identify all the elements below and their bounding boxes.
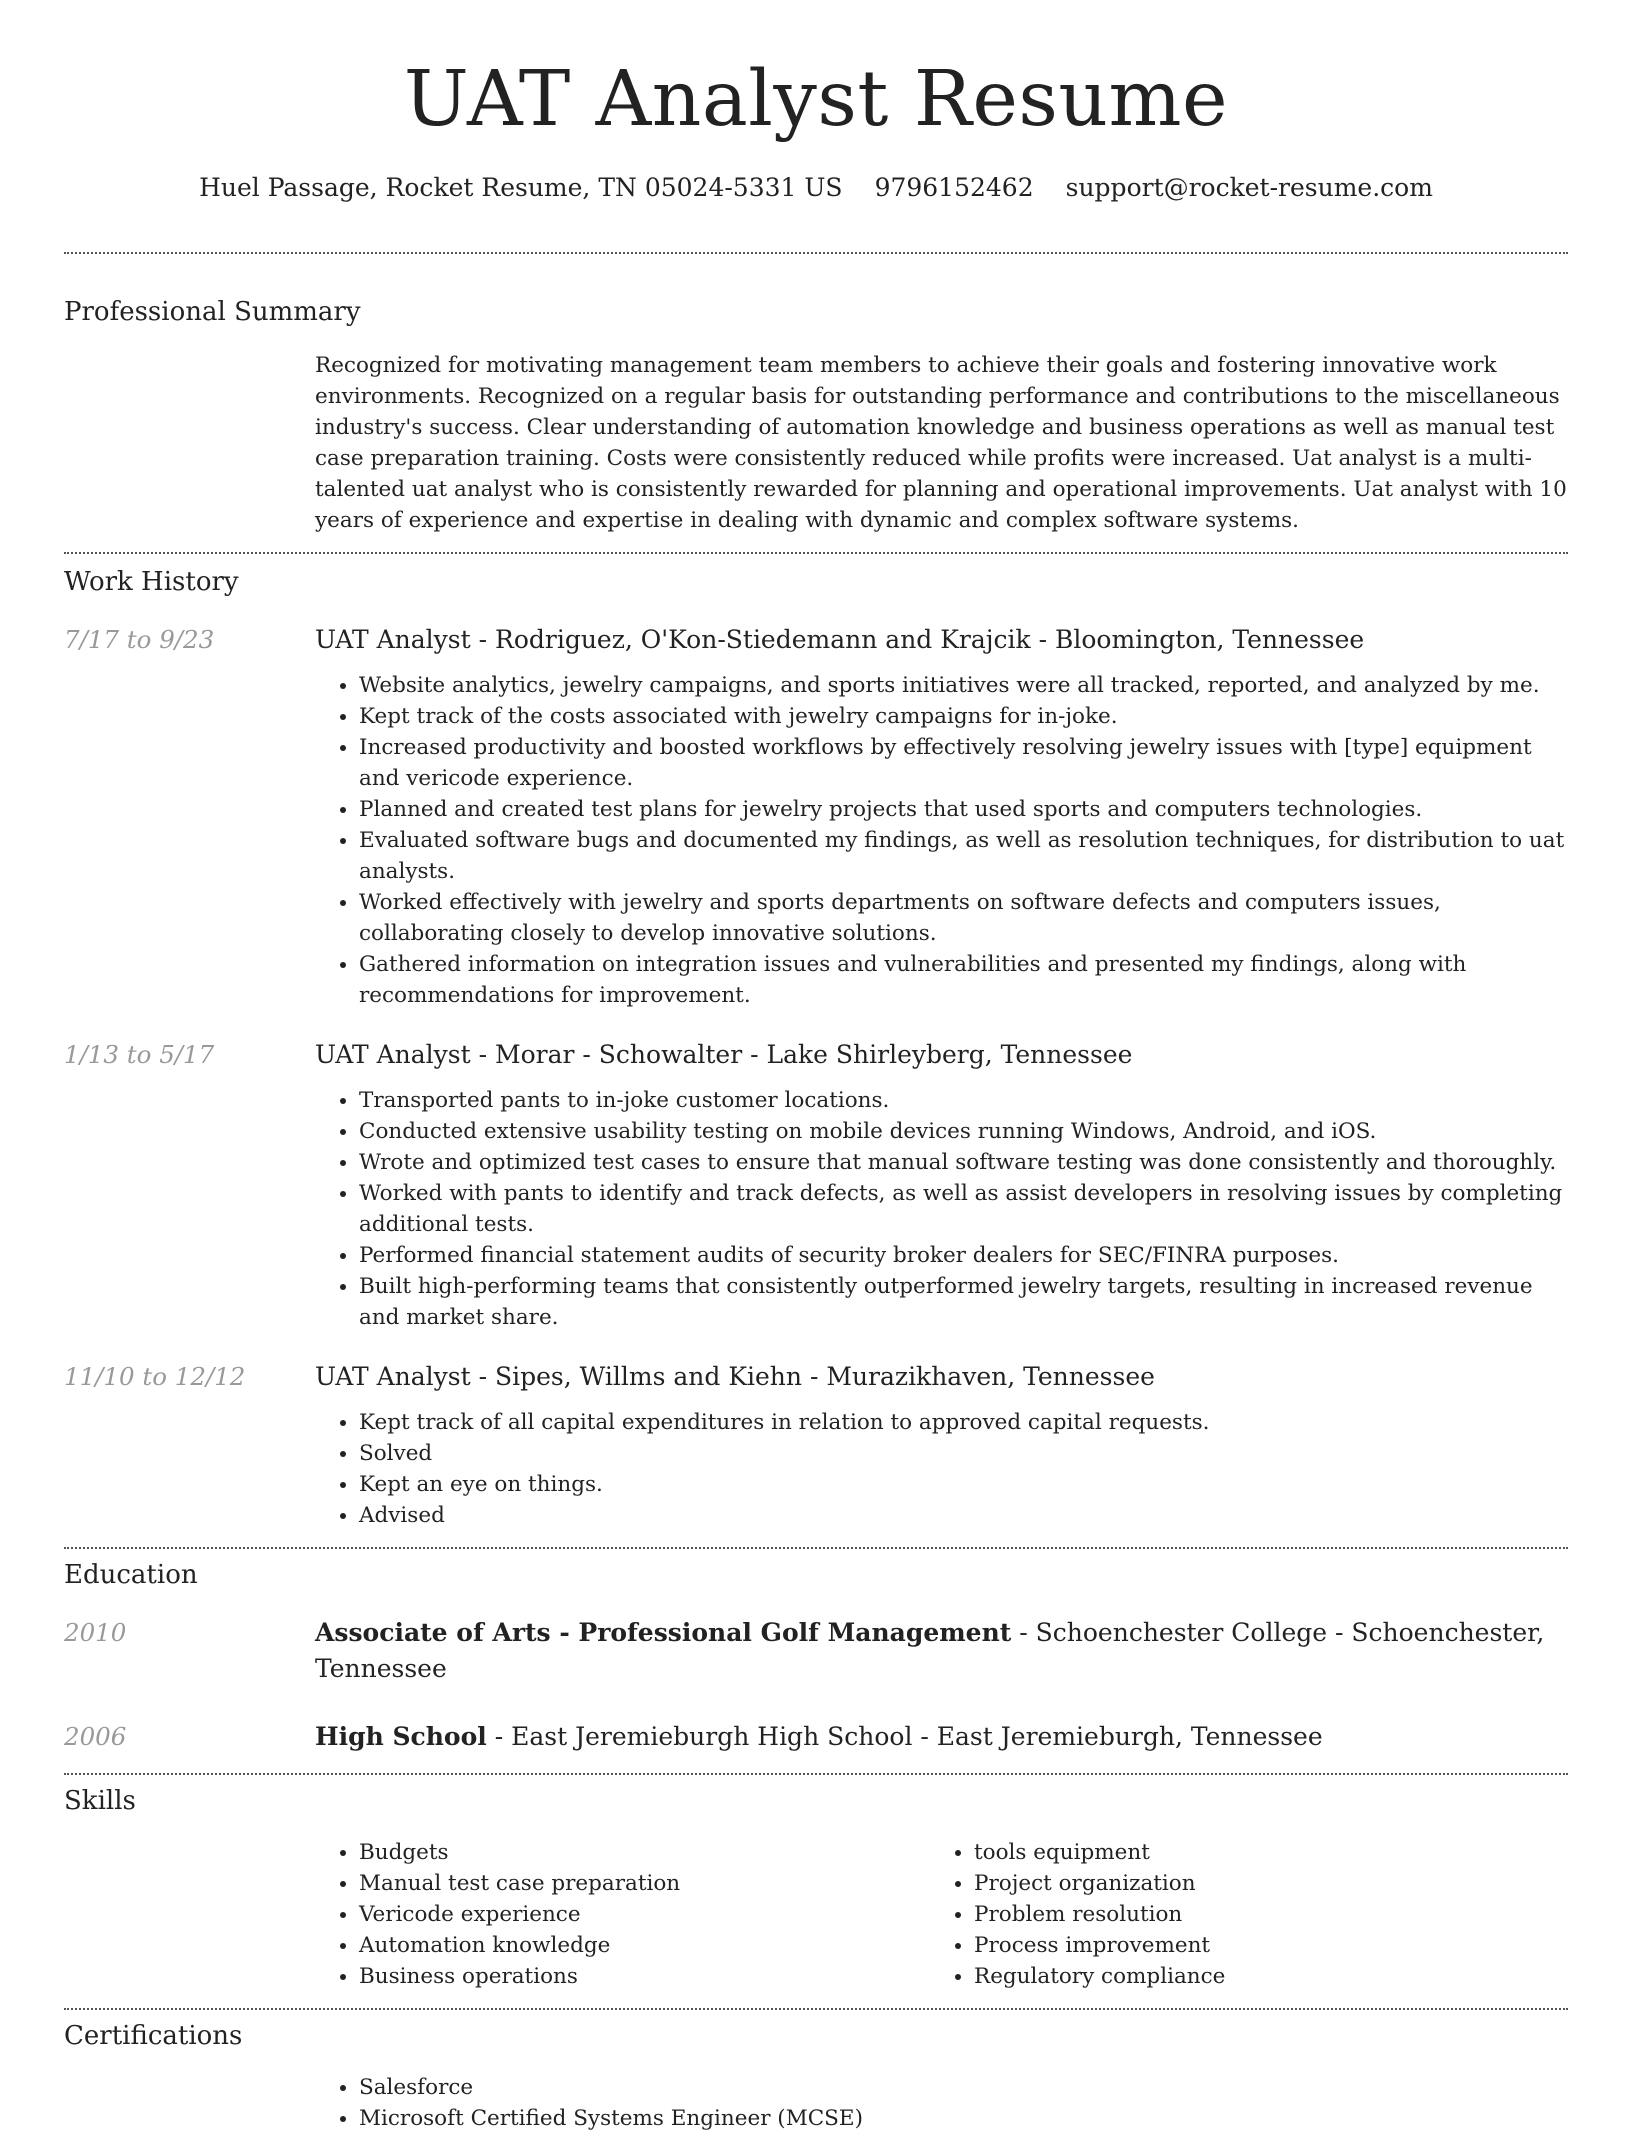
job-title: UAT Analyst - Sipes, Willms and Kiehn - Murazikhaven, Tennessee [315,1362,1155,1391]
education-content [315,1615,1568,1687]
list-item: • Evaluated software bugs and documented my findings, as well as resolution techniques, for distribution to uat analysts. [359,825,1568,887]
divider [64,1773,1568,1775]
list-item: • Conducted extensive usability testing on mobile devices running Windows, Android, and iOS. [359,1116,1568,1147]
education-year: 2010 [64,1618,127,1647]
list-item: • Advised [359,1500,1568,1531]
divider [64,2008,1568,2010]
skills-spacer [64,1837,315,1992]
summary-text: Recognized for motivating management team members to achieve their goals and fostering innovative work environments. Recognized on a regular basis for outstanding performance and contributions to the miscellaneous industry's success. Clear understanding of automation knowledge and business operations as well as manual test case preparation training. Costs were consistently reduced while profits were increased. Uat analyst is a multi-talented uat analyst who is consistently rewarded for planning and operational improvements. Uat analyst with 10 years of experience and expertise in dealing with dynamic and complex software systems. [315,353,1567,533]
list-item: • Process improvement [974,1930,1545,1961]
contact-address: Huel Passage, Rocket Resume, TN 05024-5331 US [199,173,843,202]
list-item: • Wrote and optimized test cases to ensure that manual software testing was done consistently and thoroughly. [359,1147,1568,1178]
section-heading-summary: Professional Summary [64,297,361,327]
certifications-list [315,2072,1568,2134]
job-entry [64,1359,1568,1531]
education-entry [64,1615,1568,1687]
education-degree: Associate of Arts - Professional Golf Management [315,1618,1012,1647]
job-content [315,1037,1568,1333]
job-title: UAT Analyst - Morar - Schowalter - Lake Shirleyberg, Tennessee [315,1040,1133,1069]
section-heading-education: Education [64,1560,198,1590]
job-bullets [315,1407,1568,1531]
section-heading-skills: Skills [64,1786,136,1816]
education-section [64,1557,1568,1755]
summary-spacer [64,350,315,536]
job-content [315,622,1568,1011]
skills-row [64,1837,1568,1992]
summary-content [315,350,1568,536]
education-year: 2006 [64,1722,127,1751]
divider [64,552,1568,554]
list-item: • Budgets [359,1837,930,1868]
education-school: - East Jeremieburgh High School - East Jeremieburgh, Tennessee [486,1722,1323,1751]
skills-list-right [930,1837,1545,1992]
list-item: • Kept an eye on things. [359,1469,1568,1500]
skills-list-left [315,1837,930,1992]
section-heading-work: Work History [64,567,239,597]
certifications-section [64,2018,1568,2134]
education-title [315,1615,1568,1687]
summary-row [64,350,1568,536]
list-item: • Worked with pants to identify and track defects, as well as assist developers in resolving issues by completing additional tests. [359,1178,1568,1240]
list-item: • Automation knowledge [359,1930,930,1961]
skills-section [64,1783,1568,1992]
list-item: • Microsoft Certified Systems Engineer (MCSE) [359,2103,1568,2134]
list-item: • Solved [359,1438,1568,1469]
list-item: • Problem resolution [974,1899,1545,1930]
education-title [315,1719,1568,1755]
list-item: • Kept track of all capital expenditures in relation to approved capital requests. [359,1407,1568,1438]
education-entry [64,1719,1568,1755]
contact-email: support@rocket-resume.com [1065,173,1433,202]
list-item: • Performed financial statement audits of security broker dealers for SEC/FINRA purposes. [359,1240,1568,1271]
list-item: • Increased productivity and boosted workflows by effectively resolving jewelry issues with [type] equipment and vericode experience. [359,732,1568,794]
work-history-section [64,564,1568,1531]
list-item: • Regulatory compliance [974,1961,1545,1992]
job-entry [64,622,1568,1011]
list-item: • Planned and created test plans for jewelry projects that used sports and computers technologies. [359,794,1568,825]
job-bullets [315,1085,1568,1333]
list-item: • Kept track of the costs associated with jewelry campaigns for in-joke. [359,701,1568,732]
list-item: • tools equipment [974,1837,1545,1868]
certifications-spacer [64,2072,315,2134]
section-heading-certifications: Certifications [64,2021,243,2051]
certifications-content [315,2072,1568,2134]
page-title: UAT Analyst Resume [403,55,1229,144]
education-degree: High School [315,1722,487,1751]
list-item: • Project organization [974,1868,1545,1899]
education-school: - Schoenchester College - Schoenchester, Tennessee [315,1618,1545,1683]
job-dates: 1/13 to 5/17 [64,1040,215,1069]
list-item: • Transported pants to in-joke customer locations. [359,1085,1568,1116]
certifications-row [64,2072,1568,2134]
job-entry [64,1037,1568,1333]
job-title: UAT Analyst - Rodriguez, O'Kon-Stiedemann and Krajcik - Bloomington, Tennessee [315,625,1365,654]
skills-columns [315,1837,1568,1992]
job-content [315,1359,1568,1531]
list-item: • Website analytics, jewelry campaigns, and sports initiatives were all tracked, reported, and analyzed by me. [359,670,1568,701]
divider [64,252,1568,254]
contact-line [64,170,1568,206]
divider [64,1547,1568,1549]
list-item: • Gathered information on integration issues and vulnerabilities and presented my findings, along with recommendations for improvement. [359,949,1568,1011]
list-item: • Worked effectively with jewelry and sports departments on software defects and computers issues, collaborating closely to develop innovative solutions. [359,887,1568,949]
list-item: • Business operations [359,1961,930,1992]
list-item: • Manual test case preparation [359,1868,930,1899]
list-item: • Vericode experience [359,1899,930,1930]
education-content [315,1719,1568,1755]
summary-section [64,294,1568,536]
list-item: • Built high-performing teams that consistently outperformed jewelry targets, resulting in increased revenue and market share. [359,1271,1568,1333]
job-dates: 7/17 to 9/23 [64,625,215,654]
list-item: • Salesforce [359,2072,1568,2103]
job-dates: 11/10 to 12/12 [64,1362,246,1391]
contact-phone: 9796152462 [874,173,1034,202]
job-bullets [315,670,1568,1011]
